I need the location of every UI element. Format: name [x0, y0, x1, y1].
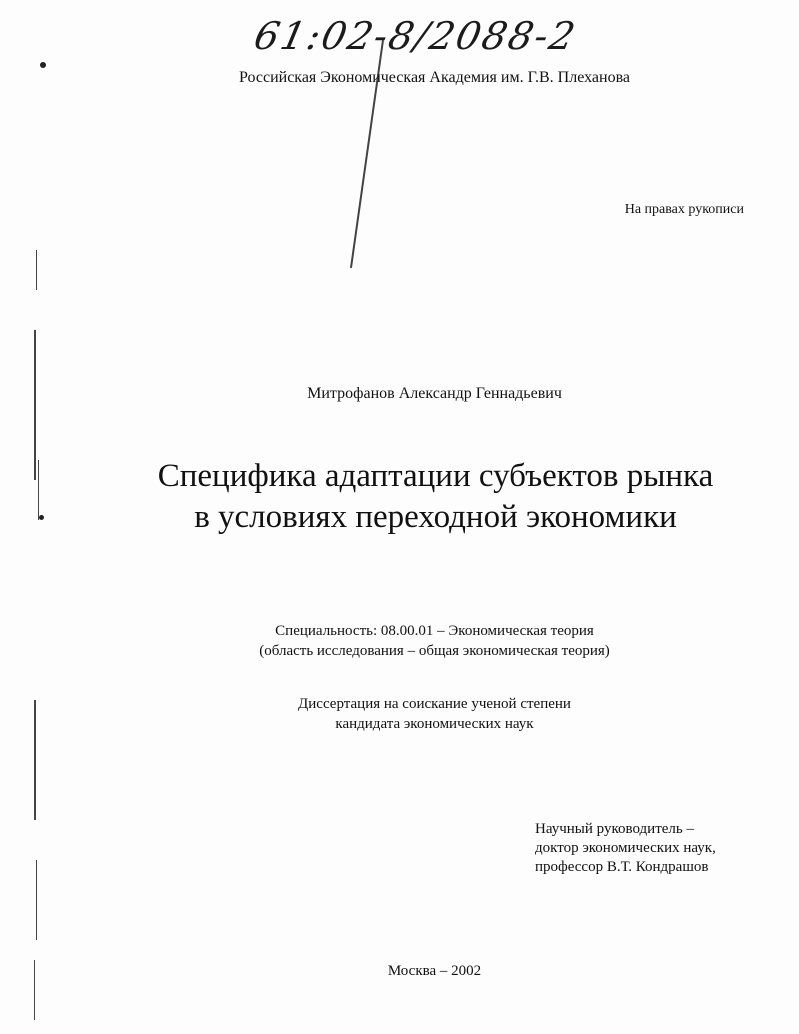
specialty-line: Специальность: 08.00.01 – Экономическая теория	[275, 623, 594, 639]
scan-dot	[40, 62, 46, 68]
thesis-title-line-1: Специфика адаптации субъектов рынка	[157, 458, 714, 494]
dissertation-purpose-line-2: кандидата экономических наук	[335, 716, 534, 732]
advisor-role: Научный руководитель –	[535, 821, 694, 837]
academy-name: Российская Экономическая Академия им. Г.В. Плеханова	[238, 69, 631, 86]
manuscript-rights-note: На правах рукописи	[624, 202, 744, 217]
research-area-line: (область исследования – общая экономическая теория)	[259, 643, 610, 659]
author-name: Митрофанов Александр Геннадьевич	[307, 385, 562, 402]
scan-line	[36, 250, 37, 290]
dissertation-purpose-line-1: Диссертация на соискание ученой степени	[298, 696, 571, 712]
advisor-degree: доктор экономических наук,	[535, 840, 716, 856]
handwritten-registration-number: 61:02-8/2088-2	[250, 14, 581, 58]
scan-edge-artifacts	[30, 60, 44, 1020]
scan-line	[36, 860, 37, 940]
advisor-name: профессор В.Т. Кондрашов	[535, 859, 709, 875]
thesis-title-line-2: в условиях переходной экономики	[194, 499, 677, 535]
city-year: Москва – 2002	[387, 963, 482, 979]
